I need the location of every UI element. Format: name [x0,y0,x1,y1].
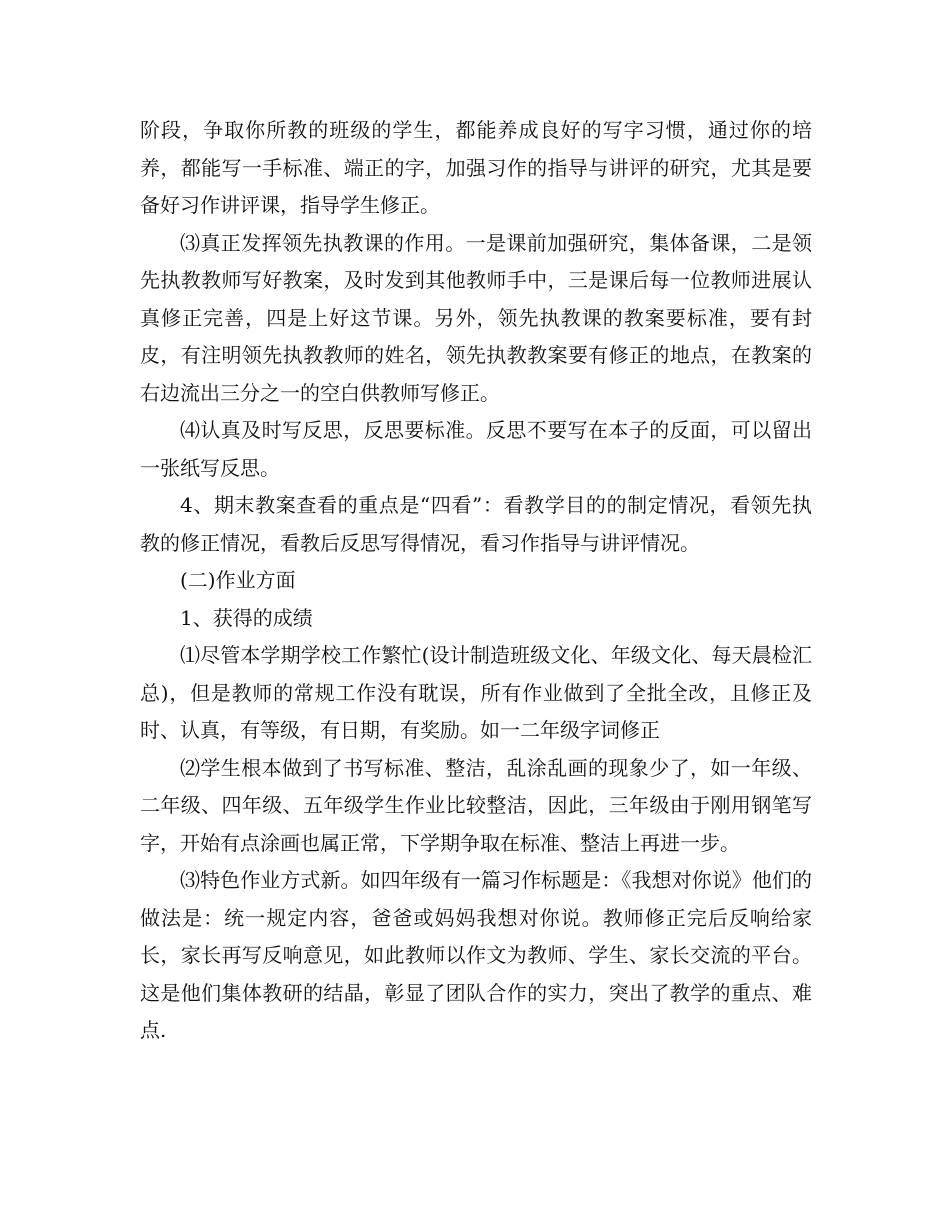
document-body [140,112,812,1050]
paragraph-1: 阶段，争取你所教的班级的学生，都能养成良好的写字习惯，通过你的培养，都能写一手标准、端正的字，加强习作的指导与讲评的研究，尤其是要备好习作讲评课，指导学生修正。 [140,118,812,217]
paragraph-2: ⑶真正发挥领先执教课的作用。一是课前加强研究，集体备课，二是领先执教教师写好教案，及时发到其他教师手中，三是课后每一位教师进展认真修正完善，四是上好这节课。另外，领先执教课的教案要标准，要有封皮，有注明领先执教教师的姓名，领先执教教案要有修正的地点，在教案的右边流出三分之一的空白供教师写修正。 [140,230,812,405]
paragraph-4: 4、期末教案查看的重点是“四看”：看教学目的的制定情况，看领先执教的修正情况，看教后反思写得情况，看习作指导与讲评情况。 [140,493,812,555]
paragraph-3: ⑷认真及时写反思，反思要标准。反思不要写在本子的反面，可以留出一张纸写反思。 [140,418,812,480]
paragraph-7: ⑴尽管本学期学校工作繁忙(设计制造班级文化、年级文化、每天晨检汇总)，但是教师的常规工作没有耽误，所有作业做到了全批全改，且修正及时、认真，有等级，有日期，有奖励。如一二年级字词修正 [140,643,812,742]
paragraph-9: ⑶特色作业方式新。如四年级有一篇习作标题是：《我想对你说》他们的做法是：统一规定内容，爸爸或妈妈我想对你说。教师修正完后反响给家长，家长再写反响意见，如此教师以作文为教师、学生、家长交流的平台。这是他们集体教研的结晶，彰显了团队合作的实力，突出了教学的重点、难点. [140,868,812,1042]
subheading-achievements: 1、获得的成绩 [180,605,313,630]
section-heading-homework: (二)作业方面 [180,568,296,592]
paragraph-8: ⑵学生根本做到了书写标准、整洁，乱涂乱画的现象少了，如一年级、二年级、四年级、五年级学生作业比较整洁，因此，三年级由于刚用钢笔写字，开始有点涂画也属正常，下学期争取在标准、整洁上再进一步。 [140,755,812,855]
